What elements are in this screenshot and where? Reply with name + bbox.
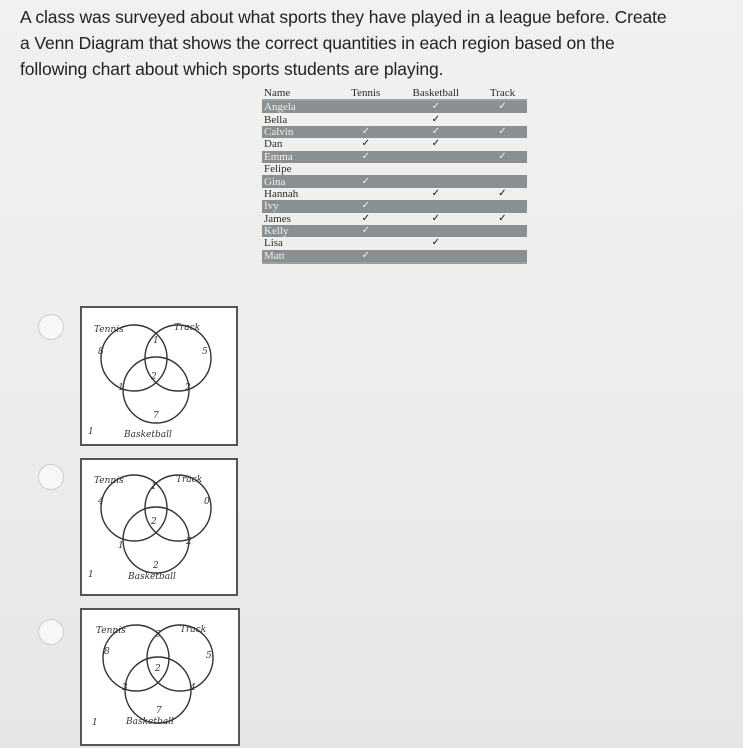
cell-name: Calvin <box>262 126 338 138</box>
table-row <box>262 100 527 113</box>
region-tennis-only: 8 <box>104 647 110 657</box>
cell-tennis: ✓ <box>338 126 394 138</box>
label-basketball: Basketball <box>126 717 174 727</box>
header-basketball: Basketball <box>394 87 478 100</box>
region-track-only: 5 <box>202 347 208 357</box>
cell-track <box>478 200 527 212</box>
cell-track <box>478 138 527 150</box>
table-row <box>262 188 527 200</box>
region-basketball-track: 2 <box>185 383 191 393</box>
venn-diagram-option-c <box>80 608 240 746</box>
region-outside: 1 <box>92 718 98 728</box>
radio-option-a[interactable] <box>38 314 64 340</box>
cell-track <box>478 225 527 237</box>
cell-basketball: ✓ <box>394 126 478 138</box>
region-basketball-only: 7 <box>153 411 159 421</box>
header-track: Track <box>478 87 527 100</box>
table-row <box>262 250 527 263</box>
cell-basketball: ✓ <box>431 237 440 249</box>
region-tennis-basketball: 1 <box>118 383 124 393</box>
question-line-2: a Venn Diagram that shows the correct quantities in each region based on the <box>20 33 615 53</box>
table-row <box>262 175 527 187</box>
cell-track <box>478 237 527 249</box>
cell-name: Dan <box>264 138 283 151</box>
cell-tennis <box>338 100 394 113</box>
table-row <box>262 213 527 225</box>
question-text <box>20 4 743 82</box>
cell-name: Kelly <box>262 225 338 237</box>
cell-track: ✓ <box>498 187 507 199</box>
cell-tennis: ✓ <box>338 151 394 163</box>
cell-tennis: ✓ <box>361 138 370 150</box>
cell-basketball: ✓ <box>431 187 440 199</box>
region-track-only: 0 <box>204 497 210 507</box>
cell-track: ✓ <box>478 100 527 113</box>
cell-track <box>478 250 527 263</box>
cell-basketball <box>394 163 478 175</box>
label-basketball: Basketball <box>128 572 176 582</box>
cell-track: ✓ <box>498 212 507 224</box>
region-tennis-basketball: 1 <box>118 541 124 551</box>
region-all-three: 2 <box>151 517 157 527</box>
cell-tennis: ✓ <box>361 212 370 224</box>
region-all-three: 2 <box>155 664 161 674</box>
cell-track: ✓ <box>478 151 527 163</box>
region-tennis-only: 4 <box>98 497 104 507</box>
cell-track <box>478 163 527 175</box>
header-tennis: Tennis <box>338 87 394 100</box>
region-basketball-only: 2 <box>153 561 159 571</box>
label-tennis: Tennis <box>94 476 124 486</box>
cell-name: Matt <box>262 250 338 263</box>
cell-name: Felipe <box>264 163 292 176</box>
cell-name: Angela <box>262 100 338 113</box>
cell-basketball: ✓ <box>431 113 440 125</box>
cell-tennis <box>338 237 394 249</box>
venn-diagram-option-b <box>80 458 238 596</box>
label-basketball: Basketball <box>124 430 172 440</box>
header-name: Name <box>262 87 338 100</box>
cell-tennis <box>338 188 394 200</box>
table-header-row <box>262 87 527 100</box>
cell-name: Gina <box>262 175 338 187</box>
region-basketball-track: 2 <box>186 537 192 547</box>
radio-option-c[interactable] <box>38 619 64 645</box>
region-all-three: 2 <box>151 372 157 382</box>
table-row <box>262 113 527 125</box>
table-row <box>262 225 527 237</box>
label-tennis: Tennis <box>96 626 126 636</box>
label-tennis: Tennis <box>94 325 124 335</box>
cell-basketball <box>394 225 478 237</box>
table-row <box>262 200 527 212</box>
cell-basketball <box>394 200 478 212</box>
region-outside: 1 <box>88 570 94 580</box>
cell-track <box>478 175 527 187</box>
cell-basketball: ✓ <box>394 100 478 113</box>
region-outside: 1 <box>88 427 94 437</box>
cell-track: ✓ <box>478 126 527 138</box>
cell-tennis: ✓ <box>338 200 394 212</box>
table-row <box>262 237 527 249</box>
sports-roster-table <box>262 87 527 264</box>
question-line-1: A class was surveyed about what sports they have played in a league before. Create <box>20 7 667 27</box>
region-basketball-track: 4 <box>190 683 196 693</box>
cell-tennis <box>338 113 394 125</box>
cell-tennis: ✓ <box>338 250 394 263</box>
region-track-only: 5 <box>206 651 212 661</box>
cell-basketball <box>394 175 478 187</box>
table-row <box>262 163 527 175</box>
cell-name: Ivy <box>262 200 338 212</box>
venn-diagram-option-a <box>80 306 238 446</box>
table-row <box>262 126 527 138</box>
cell-basketball: ✓ <box>431 138 440 150</box>
cell-name: Bella <box>264 113 288 126</box>
label-track: Track <box>176 475 203 485</box>
region-tennis-track: 1 <box>153 336 159 346</box>
cell-basketball: ✓ <box>431 212 440 224</box>
region-tennis-only: 8 <box>98 347 104 357</box>
region-tennis-track: 3 <box>155 630 161 640</box>
region-tennis-basketball: 3 <box>122 683 128 693</box>
cell-tennis: ✓ <box>338 175 394 187</box>
cell-tennis: ✓ <box>338 225 394 237</box>
label-track: Track <box>180 625 207 635</box>
label-track: Track <box>174 323 201 333</box>
question-line-3: following chart about which sports students are playing. <box>20 59 444 79</box>
table-row <box>262 138 527 150</box>
region-basketball-only: 7 <box>156 706 162 716</box>
cell-track <box>478 113 527 125</box>
table-row <box>262 151 527 163</box>
cell-basketball <box>394 250 478 263</box>
cell-basketball <box>394 151 478 163</box>
cell-name: Emma <box>262 151 338 163</box>
cell-name: Lisa <box>264 237 283 250</box>
cell-tennis <box>338 163 394 175</box>
region-tennis-track: 1 <box>151 482 157 492</box>
cell-name: James <box>264 212 291 225</box>
cell-name: Hannah <box>264 187 299 200</box>
radio-option-b[interactable] <box>38 464 64 490</box>
